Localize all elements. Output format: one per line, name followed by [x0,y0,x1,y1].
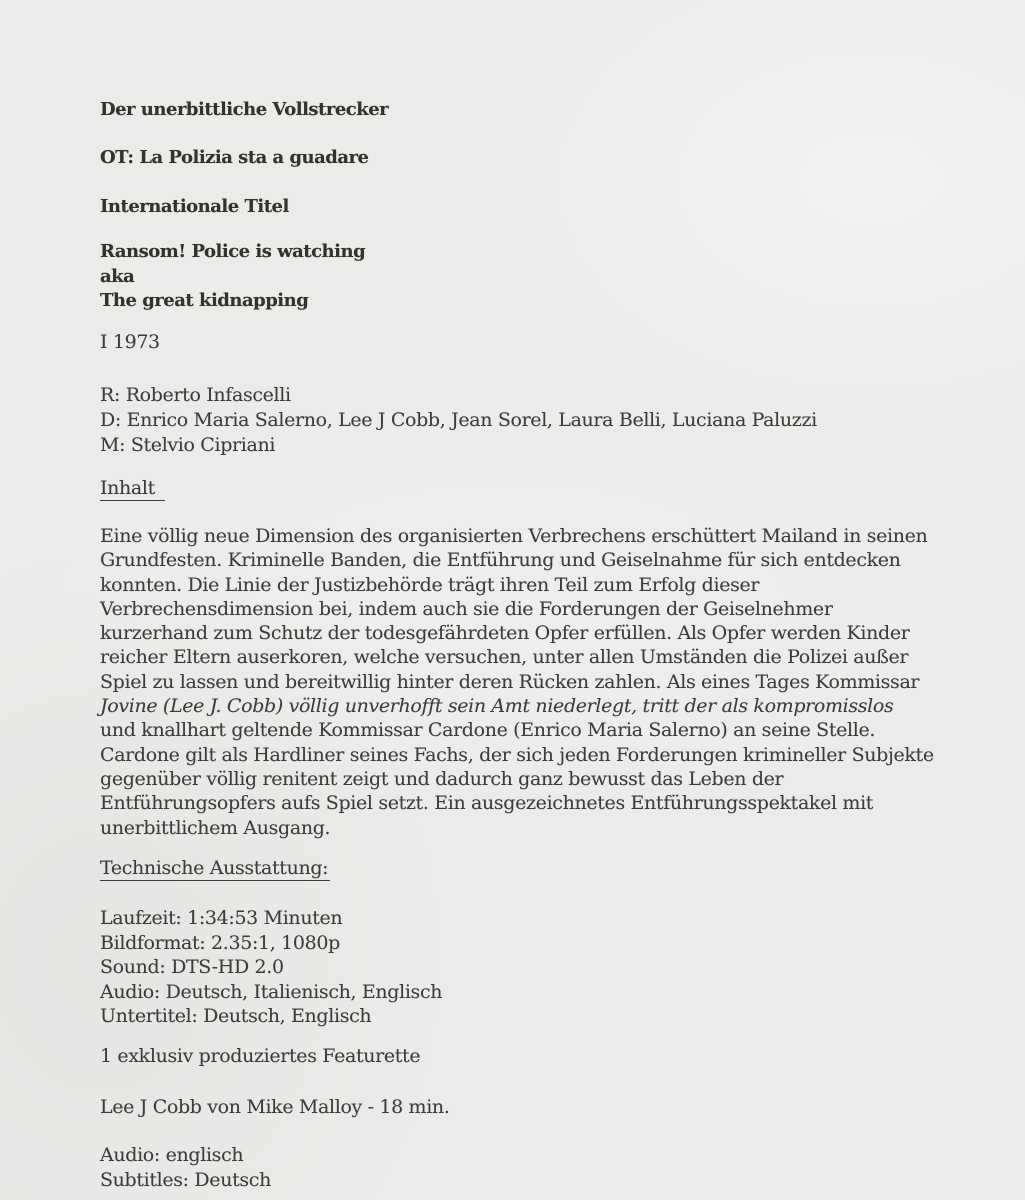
featurette-audio: Audio: englisch [100,1144,244,1166]
aka-label: aka [100,265,135,287]
synopsis-line: Verbrechensdimension bei, indem auch sie die Forderungen der Geiselnehmer [100,597,833,620]
original-title: OT: La Polizia sta a guadare [100,147,369,168]
synopsis-line: reicher Eltern auserkoren, welche versuchen, unter allen Umständen die Polizei außer [100,646,909,669]
spec-runtime: Laufzeit: 1:34:53 Minuten [100,907,343,929]
music-credit: M: Stelvio Cipriani [100,434,276,456]
synopsis-line: unerbittlichem Ausgang. [100,816,331,839]
cast-credit: D: Enrico Maria Salerno, Lee J Cobb, Jean Sorel, Laura Belli, Luciana Paluzzi [100,409,817,431]
synopsis-line: konnten. Die Linie der Justizbehörde trägt ihren Teil zum Erfolg dieser [100,573,760,596]
international-title-english: Ransom! Police is watching [100,241,366,262]
synopsis-line: kurzerhand zum Schutz der todesgefährdeten Opfer erfüllen. Als Opfer werden Kinder [100,622,910,645]
spec-audio: Audio: Deutsch, Italienisch, Englisch [100,980,443,1003]
international-titles-label: Internationale Titel [100,196,289,217]
country-year: I 1973 [100,331,160,353]
featurette-languages [100,1143,271,1193]
synopsis-line-italic: Jovine (Lee J. Cobb) völlig unverhofft sein Amt niederlegt, tritt der als kompromisslos [100,695,894,718]
technical-heading-wrap [100,857,330,881]
synopsis-line: und knallhart geltende Kommissar Cardone (Enrico Maria Salerno) an seine Stelle. [100,719,876,742]
content-heading-wrap [100,477,165,501]
credits-block [100,383,817,458]
synopsis-line: Cardone gilt als Hardliner seines Fachs, der sich jeden Forderungen krimineller Subjekte [100,743,934,766]
spec-subtitles: Untertitel: Deutsch, Englisch [100,1005,372,1027]
synopsis-line: Entführungsopfers aufs Spiel setzt. Ein ausgezeichnetes Entführungsspektakel mit [100,792,874,815]
featurette-count: 1 exklusiv produziertes Featurette [100,1045,421,1067]
synopsis-line: Grundfesten. Kriminelle Banden, die Entführung und Geiselnahme für sich entdecken [100,549,901,572]
international-title-alt: The great kidnapping [100,290,309,311]
spec-sound: Sound: DTS-HD 2.0 [100,956,284,978]
technical-specs [100,906,442,1029]
film-title: Der unerbittliche Vollstrecker [100,99,389,120]
director-credit: R: Roberto Infascelli [100,384,291,406]
featurette-title: Lee J Cobb von Mike Malloy - 18 min. [100,1096,450,1118]
international-titles-block [100,240,365,314]
synopsis [100,524,934,840]
technical-heading: Technische Ausstattung: [100,857,329,879]
synopsis-line: Spiel zu lassen und bereitwillig hinter deren Rücken zahlen. Als eines Tages Kommissar [100,670,920,693]
synopsis-line: gegenüber völlig renitent zeigt und dadurch ganz bewusst das Leben der [100,767,784,790]
spec-aspect-ratio: Bildformat: 2.35:1, 1080p [100,931,340,954]
featurette-subtitles: Subtitles: Deutsch [100,1169,271,1191]
synopsis-line: Eine völlig neue Dimension des organisierten Verbrechens erschüttert Mailand in seinen [100,525,928,547]
content-heading: Inhalt [100,477,165,501]
